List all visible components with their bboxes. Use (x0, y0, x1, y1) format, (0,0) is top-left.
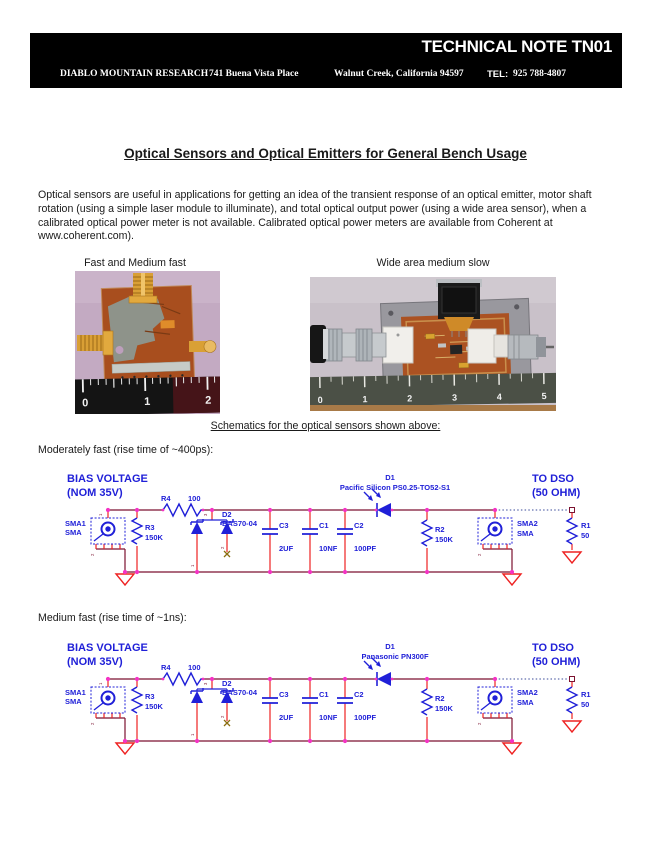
page-title: Optical Sensors and Optical Emitters for General Bench Usage (124, 146, 527, 161)
ruler-number: 5 (541, 391, 547, 402)
r2-ref: R2 (435, 525, 445, 534)
c1-ref: C1 (319, 521, 329, 530)
sma1-ref: SMA1 (65, 688, 86, 697)
c1-val: 10NF (319, 713, 338, 722)
ruler-number: 1 (362, 394, 368, 405)
pin-number: 1 (98, 682, 103, 685)
ruler-number: 3 (451, 392, 458, 403)
c1-ref: C1 (319, 690, 329, 699)
sma2-val: SMA (517, 698, 534, 707)
photo-fast-sensor (75, 271, 220, 414)
to-dso-label: TO DSO (532, 473, 574, 485)
d1-ref: D1 (385, 473, 395, 482)
r3-ref: R3 (145, 523, 155, 532)
company-city: Walnut Creek, California 94597 (334, 69, 464, 79)
to-dso-value: (50 OHM) (532, 656, 581, 668)
d1-part-name: Pacific Silicon PS0.25-TO52-S1 (339, 483, 451, 492)
tel-label: TEL: (487, 69, 509, 80)
pin-number: 2 (477, 722, 482, 725)
c2-val: 100PF (354, 544, 377, 553)
c2-ref: C2 (354, 521, 364, 530)
header-bar (30, 33, 622, 88)
sma1-val: SMA (65, 697, 82, 706)
d1-part-name: Panasonic PN300F (361, 652, 429, 661)
photo2-caption: Wide area medium slow (376, 257, 490, 269)
r2-ref: R2 (435, 694, 445, 703)
d1-ref: D1 (385, 642, 395, 651)
company-address: 741 Buena Vista Place (209, 69, 299, 79)
ruler (310, 373, 556, 407)
r4-ref: R4 (161, 663, 171, 672)
pin-number: 2 (90, 722, 95, 725)
d2-val: BAS70-04 (222, 519, 258, 528)
ruler (75, 376, 220, 414)
header-title: TECHNICAL NOTE TN01 (421, 37, 612, 56)
company-name: DIABLO MOUNTAIN RESEARCH (60, 69, 209, 79)
c1-val: 10NF (319, 544, 338, 553)
schematics-heading: Schematics for the optical sensors shown above: (210, 420, 441, 432)
c2-val: 100PF (354, 713, 377, 722)
c3-ref: C3 (279, 690, 289, 699)
ruler-number: 0 (317, 394, 323, 406)
c2-ref: C2 (354, 690, 364, 699)
pin-number: 2 (90, 553, 95, 556)
ruler-number: 2 (407, 393, 413, 404)
photo1-caption: Fast and Medium fast (84, 257, 186, 269)
d2-val: BAS70-04 (222, 688, 258, 697)
sma-connector-top (129, 273, 157, 303)
sma-connector-right (189, 341, 216, 353)
r1-val: 50 (581, 531, 590, 540)
r4-val: 100 (188, 663, 201, 672)
bias-voltage-label: BIAS VOLTAGE (67, 473, 148, 485)
r3-val: 150K (145, 702, 163, 711)
sma1-val: SMA (65, 528, 82, 537)
pin-number: 1 (190, 733, 195, 736)
d2-ref: D2 (222, 510, 232, 519)
ruler-number: 0 (82, 397, 89, 410)
sma2-val: SMA (517, 529, 534, 538)
intro-paragraph: Optical sensors are useful in applications for getting an idea of the transient response of an optical emitter, motor shaft rotation (using a simple laser module to illuminate), and total optical output power (using a wide area sensor), when a calibrated optical power meter is not available. Calibrated optical power meters are available from Coherent at www.coherent.com). (38, 189, 592, 243)
schematic2-caption: Medium fast (rise time of ~1ns): (38, 612, 187, 624)
ruler-number: 1 (144, 395, 151, 409)
schematic-moderately-fast (55, 468, 640, 593)
to-dso-value: (50 OHM) (532, 487, 581, 499)
ruler-number: 2 (205, 394, 212, 407)
r1-ref: R1 (581, 690, 591, 699)
bias-voltage-label: BIAS VOLTAGE (67, 642, 148, 654)
to-dso-label: TO DSO (532, 642, 574, 654)
sma2-ref: SMA2 (517, 688, 538, 697)
c3-val: 2UF (279, 544, 294, 553)
bias-voltage-value: (NOM 35V) (67, 656, 123, 668)
r1-ref: R1 (581, 521, 591, 530)
bias-voltage-value: (NOM 35V) (67, 487, 123, 499)
sma2-ref: SMA2 (517, 519, 538, 528)
ruler-number: 4 (496, 391, 502, 402)
tel-number: 925 788-4807 (513, 69, 567, 79)
c3-ref: C3 (279, 521, 289, 530)
r3-val: 150K (145, 533, 163, 542)
sma1-ref: SMA1 (65, 519, 86, 528)
r1-val: 50 (581, 700, 590, 709)
r2-val: 150K (435, 704, 453, 713)
d2-ref: D2 (222, 679, 232, 688)
pin-number: 2 (477, 553, 482, 556)
r4-val: 100 (188, 494, 201, 503)
r4-ref: R4 (161, 494, 171, 503)
pin-number: 3 (203, 682, 208, 685)
r3-ref: R3 (145, 692, 155, 701)
pin-number: 1 (98, 513, 103, 516)
pin-number: 3 (203, 513, 208, 516)
pin-number: 1 (190, 564, 195, 567)
pin-number: 2 (220, 546, 225, 549)
r2-val: 150K (435, 535, 453, 544)
pin-number: 2 (220, 715, 225, 718)
c3-val: 2UF (279, 713, 294, 722)
schematic-medium-fast (55, 637, 640, 762)
photo-wide-area-sensor (310, 277, 556, 411)
schematic1-caption: Moderately fast (rise time of ~400ps): (38, 444, 214, 456)
